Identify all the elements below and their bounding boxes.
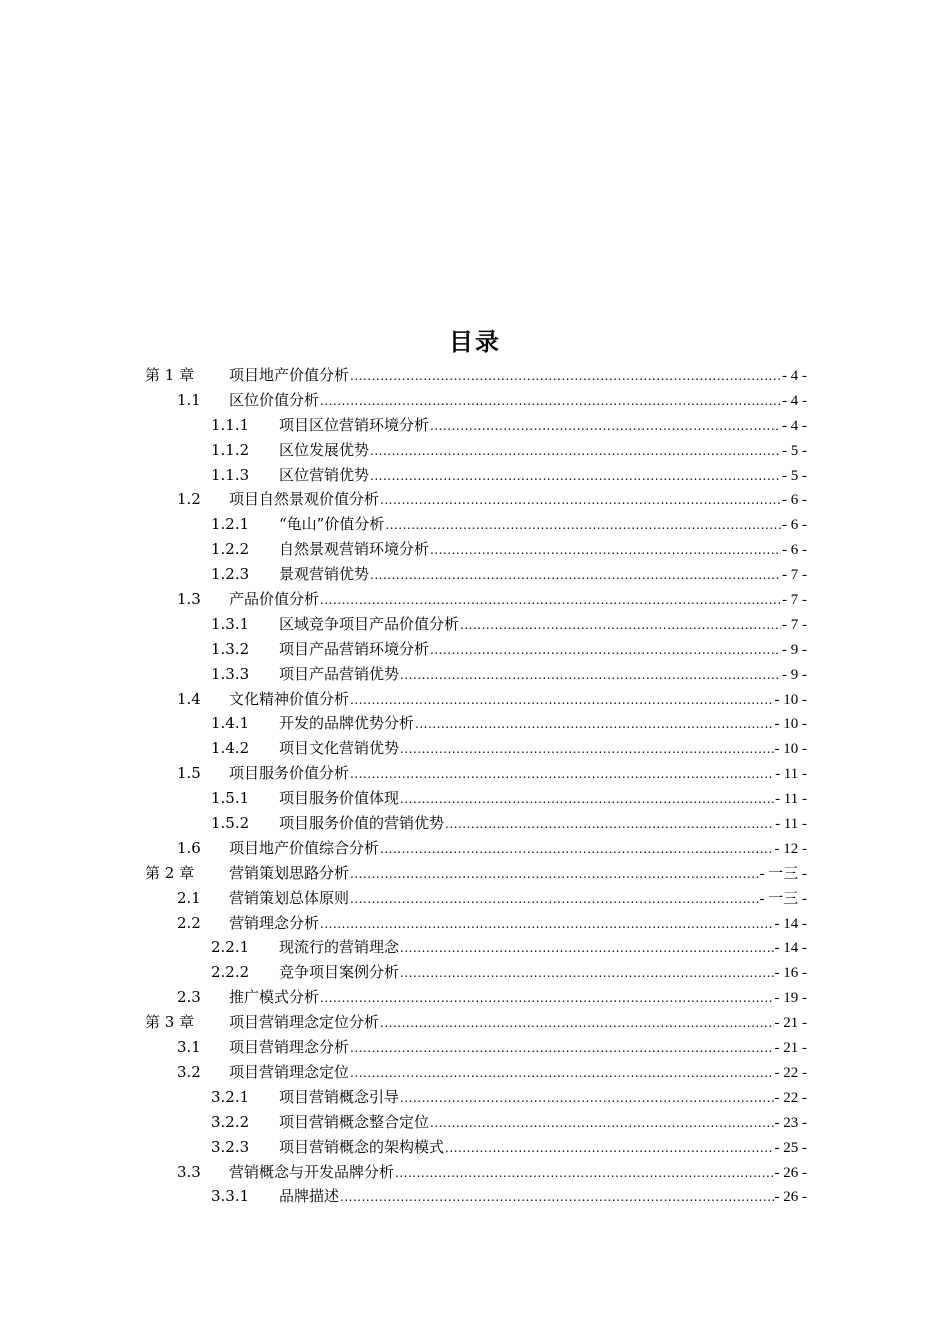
toc-entry-label: 项目营销概念的架构模式 bbox=[279, 1137, 445, 1156]
toc-entry-label: 文化精神价值分析 bbox=[229, 689, 350, 708]
dot-leader bbox=[400, 1086, 773, 1111]
toc-entry-number: 1.4.1 bbox=[211, 714, 250, 733]
dot-leader bbox=[350, 862, 758, 887]
toc-entry[interactable] bbox=[145, 662, 807, 687]
toc-entry[interactable] bbox=[145, 1160, 807, 1185]
dot-leader bbox=[400, 787, 774, 812]
toc-entry[interactable] bbox=[145, 438, 807, 463]
toc-entry[interactable] bbox=[145, 861, 807, 886]
toc-entry[interactable] bbox=[145, 463, 807, 488]
toc-entry-label: 区域竞争项目产品价值分析 bbox=[279, 614, 460, 633]
toc-entry-number: 2.2 bbox=[177, 913, 201, 932]
toc-entry-number: 3.2.3 bbox=[211, 1137, 250, 1156]
toc-entry[interactable] bbox=[145, 935, 807, 960]
toc-entry-label: 区位发展优势 bbox=[279, 440, 370, 459]
toc-entry-page: - 4 - bbox=[782, 417, 807, 434]
toc-entry-page: - 4 - bbox=[782, 392, 807, 409]
toc-entry-page: - 11 - bbox=[775, 791, 807, 808]
toc-entry[interactable] bbox=[145, 786, 807, 811]
toc-entry-number: 1.2.2 bbox=[211, 540, 250, 559]
toc-entry-label: 品牌描述 bbox=[279, 1187, 340, 1206]
toc-entry-number: 1.3.1 bbox=[211, 614, 250, 633]
toc-entry-label: 现流行的营销理念 bbox=[279, 938, 400, 957]
toc-entry-number: 1.3.2 bbox=[211, 639, 250, 658]
toc-entry-page: - 26 - bbox=[774, 1164, 807, 1181]
toc-entry-number: 2.3 bbox=[177, 988, 201, 1007]
toc-entry[interactable] bbox=[145, 960, 807, 985]
toc-entry[interactable] bbox=[145, 612, 807, 637]
dot-leader bbox=[385, 513, 781, 538]
toc-entry[interactable] bbox=[145, 637, 807, 662]
dot-leader bbox=[460, 613, 781, 638]
toc-entry-label: 营销策划总体原则 bbox=[229, 888, 350, 907]
dot-leader bbox=[370, 439, 781, 464]
toc-entry-page: - 16 - bbox=[774, 965, 807, 982]
toc-entry-label: 项目服务价值的营销优势 bbox=[279, 814, 445, 833]
toc-entry-number: 3.2.2 bbox=[211, 1112, 250, 1131]
toc-entry-page: - 10 - bbox=[774, 691, 807, 708]
toc-entry[interactable] bbox=[145, 711, 807, 736]
toc-entry-page: - 9 - bbox=[782, 641, 807, 658]
dot-leader bbox=[350, 688, 773, 713]
dot-leader bbox=[445, 1136, 773, 1161]
dot-leader bbox=[320, 912, 773, 937]
toc-title: 目录 bbox=[449, 327, 501, 356]
toc-entry-page: - 5 - bbox=[782, 467, 807, 484]
dot-leader bbox=[370, 464, 781, 489]
dot-leader bbox=[350, 364, 781, 389]
toc-entry-number: 3.3.1 bbox=[211, 1187, 250, 1206]
toc-entry[interactable] bbox=[145, 1184, 807, 1209]
toc-entry-label: 项目地产价值综合分析 bbox=[229, 838, 380, 857]
toc-entry-page: - 7 - bbox=[782, 567, 807, 584]
toc-entry[interactable] bbox=[145, 1010, 807, 1035]
toc-entry[interactable] bbox=[145, 487, 807, 512]
dot-leader bbox=[350, 1036, 773, 1061]
toc-entry-number: 1.1 bbox=[177, 390, 201, 409]
toc-entry-label: 开发的品牌优势分析 bbox=[279, 714, 415, 733]
toc-entry-page: - 7 - bbox=[782, 592, 807, 609]
toc-entry[interactable] bbox=[145, 836, 807, 861]
dot-leader bbox=[430, 538, 781, 563]
toc-entry-number: 1.6 bbox=[177, 838, 201, 857]
dot-leader bbox=[400, 737, 773, 762]
toc-entry[interactable] bbox=[145, 811, 807, 836]
toc-entry[interactable] bbox=[145, 1035, 807, 1060]
dot-leader bbox=[370, 563, 781, 588]
toc-entry[interactable] bbox=[145, 562, 807, 587]
toc-entry-label: 营销概念与开发品牌分析 bbox=[229, 1162, 395, 1181]
toc-entry-label: 项目产品营销优势 bbox=[279, 664, 400, 683]
toc-entry-page: - 19 - bbox=[774, 990, 807, 1007]
dot-leader bbox=[430, 638, 781, 663]
toc-entry-label: 景观营销优势 bbox=[279, 565, 370, 584]
toc-entry-label: “龟山”价值分析 bbox=[279, 515, 385, 534]
toc-entry-label: 项目区位营销环境分析 bbox=[279, 415, 430, 434]
toc-entry-page: - 21 - bbox=[774, 1040, 807, 1057]
dot-leader bbox=[400, 663, 781, 688]
toc-entry-page: - 9 - bbox=[782, 666, 807, 683]
dot-leader bbox=[350, 887, 758, 912]
toc-entry[interactable] bbox=[145, 1110, 807, 1135]
toc-entry-number: 3.1 bbox=[177, 1038, 201, 1057]
toc-entry-label: 项目产品营销环境分析 bbox=[279, 639, 430, 658]
toc-entry[interactable] bbox=[145, 761, 807, 786]
dot-leader bbox=[445, 812, 774, 837]
toc-entry-label: 推广模式分析 bbox=[229, 988, 320, 1007]
toc-entry-label: 营销理念分析 bbox=[229, 913, 320, 932]
toc-entry-number: 3.2 bbox=[177, 1062, 201, 1081]
toc-list bbox=[145, 363, 807, 1209]
toc-entry-number: 2.2.1 bbox=[211, 938, 250, 957]
dot-leader bbox=[380, 1011, 773, 1036]
dot-leader bbox=[400, 961, 773, 986]
dot-leader bbox=[395, 1161, 773, 1186]
toc-entry-label: 项目营销理念定位分析 bbox=[229, 1013, 380, 1032]
toc-entry-label: 项目营销概念引导 bbox=[279, 1087, 400, 1106]
toc-entry-number: 1.4.2 bbox=[211, 739, 250, 758]
toc-entry-label: 项目文化营销优势 bbox=[279, 739, 400, 758]
toc-entry-label: 项目服务价值分析 bbox=[229, 764, 350, 783]
toc-entry-number: 3.3 bbox=[177, 1162, 201, 1181]
toc-entry-page: - 26 - bbox=[774, 1189, 807, 1206]
toc-entry-page: - 7 - bbox=[782, 616, 807, 633]
toc-entry-number: 第 2 章 bbox=[145, 863, 195, 882]
toc-entry-page: - 22 - bbox=[774, 1064, 807, 1081]
toc-entry-label: 项目自然景观价值分析 bbox=[229, 490, 380, 509]
toc-entry-number: 1.1.3 bbox=[211, 465, 250, 484]
toc-entry-label: 营销策划思路分析 bbox=[229, 863, 350, 882]
toc-entry-label: 自然景观营销环境分析 bbox=[279, 540, 430, 559]
toc-entry-page: - 14 - bbox=[774, 940, 807, 957]
toc-entry-number: 1.5 bbox=[177, 764, 201, 783]
toc-entry-page: - 6 - bbox=[782, 542, 807, 559]
dot-leader bbox=[380, 837, 773, 862]
toc-entry[interactable] bbox=[145, 363, 807, 388]
toc-entry-label: 区位营销优势 bbox=[279, 465, 370, 484]
dot-leader bbox=[320, 986, 773, 1011]
toc-entry[interactable] bbox=[145, 413, 807, 438]
dot-leader bbox=[350, 762, 774, 787]
toc-entry[interactable] bbox=[145, 911, 807, 936]
toc-entry-page: - 11 - bbox=[775, 816, 807, 833]
toc-entry[interactable] bbox=[145, 1085, 807, 1110]
toc-entry-page: - 6 - bbox=[782, 492, 807, 509]
toc-entry[interactable] bbox=[145, 388, 807, 413]
toc-entry-page: - 21 - bbox=[774, 1015, 807, 1032]
toc-entry-number: 2.2.2 bbox=[211, 963, 250, 982]
dot-leader bbox=[340, 1185, 773, 1210]
toc-entry-number: 1.3 bbox=[177, 590, 201, 609]
toc-entry-number: 1.2.3 bbox=[211, 565, 250, 584]
toc-entry-number: 第 3 章 bbox=[145, 1013, 195, 1032]
dot-leader bbox=[430, 414, 781, 439]
toc-entry-label: 项目地产价值分析 bbox=[229, 366, 350, 384]
toc-entry-page: - 11 - bbox=[775, 766, 807, 783]
dot-leader bbox=[430, 1111, 773, 1136]
toc-entry-label: 区位价值分析 bbox=[229, 390, 320, 409]
toc-entry-page: - 14 - bbox=[774, 915, 807, 932]
toc-entry-label: 项目营销理念分析 bbox=[229, 1038, 350, 1057]
toc-entry-label: 项目服务价值体现 bbox=[279, 789, 400, 808]
toc-entry-number: 2.1 bbox=[177, 888, 201, 907]
dot-leader bbox=[320, 389, 781, 414]
toc-entry[interactable] bbox=[145, 886, 807, 911]
toc-entry-number: 1.1.2 bbox=[211, 440, 250, 459]
toc-entry[interactable] bbox=[145, 537, 807, 562]
toc-entry[interactable] bbox=[145, 736, 807, 761]
dot-leader bbox=[380, 488, 781, 513]
toc-entry[interactable] bbox=[145, 512, 807, 537]
toc-entry-number: 1.1.1 bbox=[211, 415, 250, 434]
toc-entry-number: 1.2.1 bbox=[211, 515, 250, 534]
toc-entry-page: - 5 - bbox=[782, 442, 807, 459]
toc-entry-label: 项目营销概念整合定位 bbox=[279, 1112, 430, 1131]
toc-entry-number: 1.3.3 bbox=[211, 664, 250, 683]
dot-leader bbox=[320, 588, 781, 613]
toc-entry-page: - 4 - bbox=[782, 368, 807, 384]
toc-entry-number: 1.5.1 bbox=[211, 789, 250, 808]
toc-entry-number: 3.2.1 bbox=[211, 1087, 250, 1106]
toc-entry-page: - 一三 - bbox=[759, 865, 807, 882]
dot-leader bbox=[415, 712, 773, 737]
toc-entry-number: 1.5.2 bbox=[211, 814, 250, 833]
dot-leader bbox=[400, 936, 773, 961]
toc-entry[interactable] bbox=[145, 985, 807, 1010]
toc-entry-number: 第 1 章 bbox=[145, 366, 195, 384]
toc-entry[interactable] bbox=[145, 1060, 807, 1085]
toc-entry[interactable] bbox=[145, 687, 807, 712]
toc-entry-page: - 12 - bbox=[774, 840, 807, 857]
toc-entry-page: - 23 - bbox=[774, 1114, 807, 1131]
toc-entry-page: - 25 - bbox=[774, 1139, 807, 1156]
toc-entry[interactable] bbox=[145, 1135, 807, 1160]
toc-entry-page: - 10 - bbox=[774, 716, 807, 733]
dot-leader bbox=[350, 1061, 773, 1086]
toc-entry-page: - 6 - bbox=[782, 517, 807, 534]
toc-entry-number: 1.4 bbox=[177, 689, 201, 708]
toc-entry-page: - 一三 - bbox=[759, 890, 807, 907]
toc-entry-label: 竞争项目案例分析 bbox=[279, 963, 400, 982]
toc-entry[interactable] bbox=[145, 587, 807, 612]
toc-entry-page: - 22 - bbox=[774, 1089, 807, 1106]
toc-entry-label: 项目营销理念定位 bbox=[229, 1062, 350, 1081]
toc-entry-label: 产品价值分析 bbox=[229, 590, 320, 609]
toc-entry-page: - 10 - bbox=[774, 741, 807, 758]
toc-entry-number: 1.2 bbox=[177, 490, 201, 509]
